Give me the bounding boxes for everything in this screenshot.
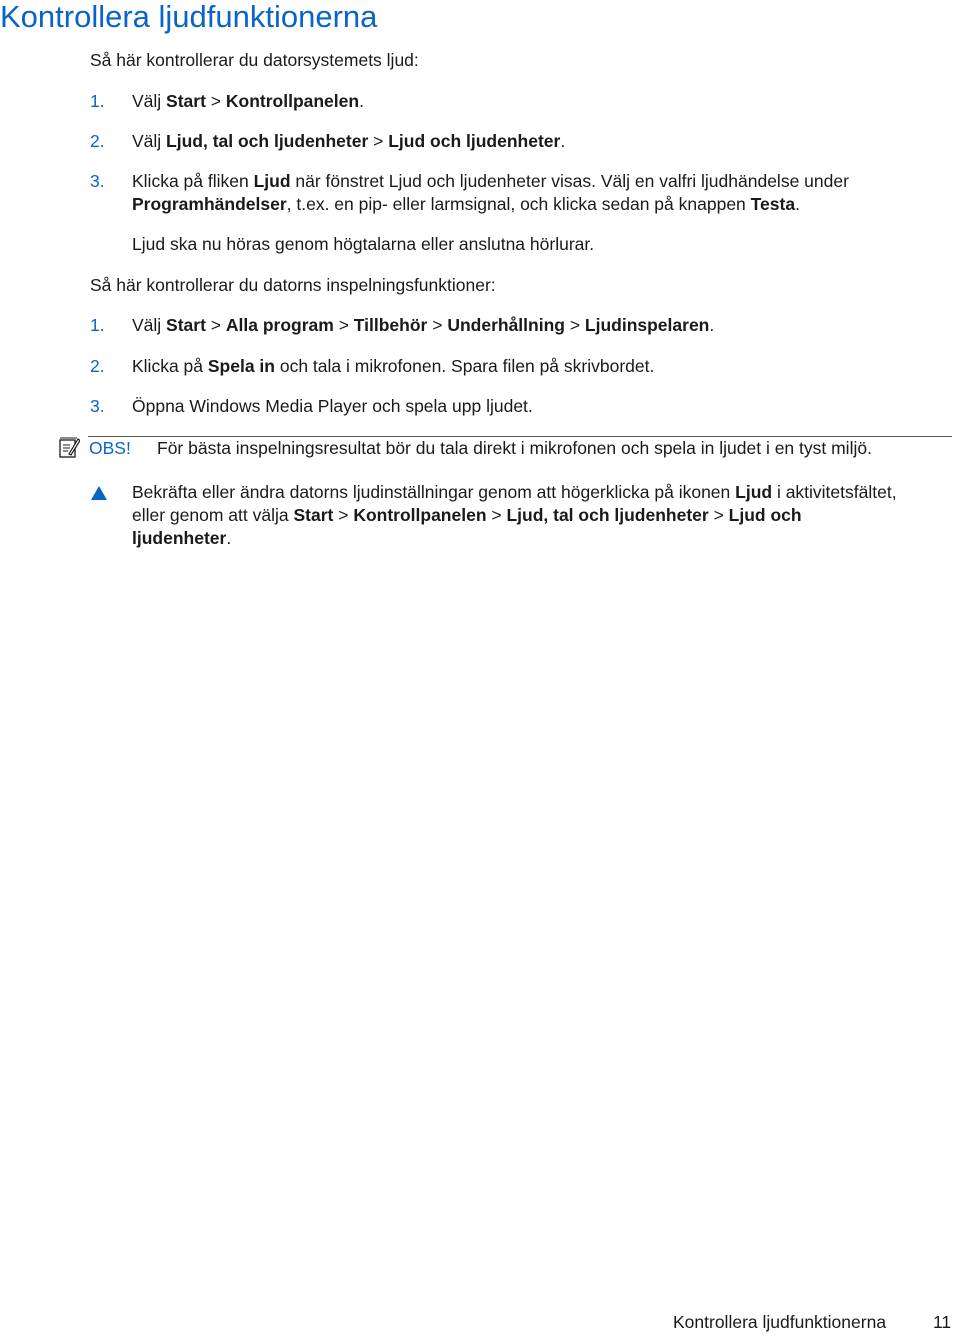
step-number: 3. bbox=[90, 396, 105, 416]
footer-title: Kontrollera ljudfunktionerna bbox=[673, 1312, 887, 1332]
step-number: 1. bbox=[90, 91, 105, 111]
note-text: För bästa inspelningsresultat bör du tala direkt i mikrofonen och spela in ljudet i en tyst miljö. bbox=[157, 438, 872, 458]
tip-line-3: ljudenheter. bbox=[132, 528, 232, 548]
note-icon bbox=[58, 437, 80, 459]
recording-step-1: Välj Start > Alla program > Tillbehör > Underhållning > Ljudinspelaren. bbox=[132, 315, 715, 335]
page-number: 11 bbox=[933, 1312, 952, 1332]
tip-line-2: eller genom att välja Start > Kontrollpanelen > Ljud, tal och ljudenheter > Ljud och bbox=[132, 505, 802, 525]
sound-intro: Så här kontrollerar du datorsystemets ljud: bbox=[90, 50, 419, 70]
step-number: 1. bbox=[90, 315, 105, 335]
recording-step-2: Klicka på Spela in och tala i mikrofonen. Spara filen på skrivbordet. bbox=[132, 356, 655, 376]
sound-step-2: Välj Ljud, tal och ljudenheter > Ljud och ljudenheter. bbox=[132, 131, 566, 151]
sound-result: Ljud ska nu höras genom högtalarna eller anslutna hörlurar. bbox=[132, 234, 595, 254]
recording-step-3: Öppna Windows Media Player och spela upp ljudet. bbox=[132, 396, 533, 416]
sound-step-3-line-2: Programhändelser, t.ex. en pip- eller larmsignal, och klicka sedan på knappen Testa. bbox=[132, 194, 800, 214]
note-label: OBS! bbox=[89, 438, 131, 458]
step-number: 2. bbox=[90, 356, 105, 376]
triangle-bullet-icon bbox=[90, 485, 108, 501]
recording-intro: Så här kontrollerar du datorns inspelningsfunktioner: bbox=[90, 275, 496, 295]
sound-step-1: Välj Start > Kontrollpanelen. bbox=[132, 91, 364, 111]
page-title: Kontrollera ljudfunktionerna bbox=[0, 0, 378, 34]
tip-line-1: Bekräfta eller ändra datorns ljudinställningar genom att högerklicka på ikonen Ljud i aktivitetsfältet, bbox=[132, 482, 897, 502]
sound-step-3-line-1: Klicka på fliken Ljud när fönstret Ljud och ljudenheter visas. Välj en valfri ljudhändelse under bbox=[132, 171, 849, 191]
step-number: 3. bbox=[90, 171, 105, 191]
step-number: 2. bbox=[90, 131, 105, 151]
